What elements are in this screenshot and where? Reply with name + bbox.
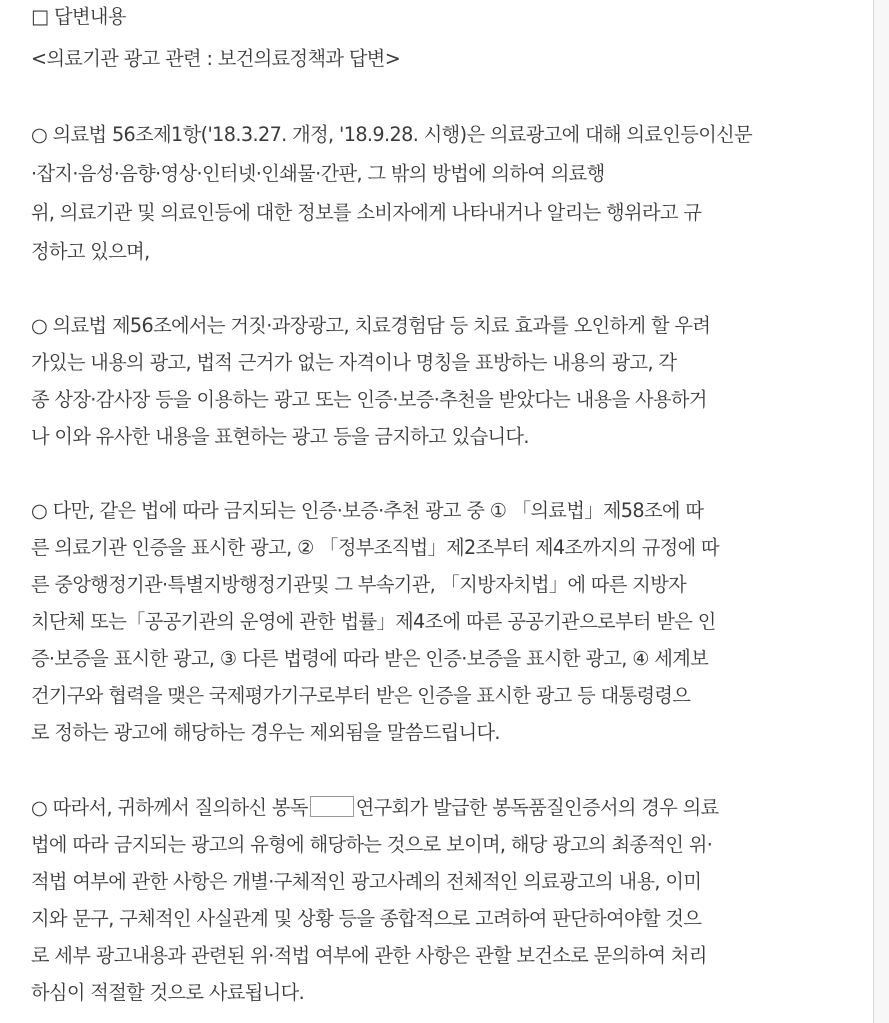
paragraph-2-line-1: ○ 의료법 제56조에서는 거짓·과장광고, 치료경험담 등 치료 효과를 오인하게 할 우려 (31, 314, 711, 337)
paragraph-4-line-1-end: 연구회가 발급한 봉독품질인증서의 경우 의료 (355, 796, 719, 819)
section-subtitle: <의료기관 광고 관련 : 보건의료정책과 답변> (31, 47, 401, 70)
section-title: □ 답변내용 (31, 5, 126, 28)
paragraph-3-line-7: 로 정하는 광고에 해당하는 경우는 제외됨을 말씀드립니다. (31, 721, 500, 744)
paragraph-4-line-2: 법에 따라 금지되는 광고의 유형에 해당하는 것으로 보이며, 해당 광고의 최종적인 위· (31, 833, 713, 856)
paragraph-1-line-4: 정하고 있으며, (31, 240, 150, 263)
paragraph-2-line-4: 나 이와 유사한 내용을 표현하는 광고 등을 금지하고 있습니다. (31, 425, 529, 448)
paragraph-4-line-6: 하심이 적절할 것으로 사료됩니다. (31, 981, 305, 1004)
paragraph-4-line-5: 로 세부 광고내용과 관련된 위·적법 여부에 관한 사항은 관할 보건소로 문의하여 처리 (31, 944, 707, 967)
paragraph-3-line-4: 치단체 또는「공공기관의 운영에 관한 법률」제4조에 따른 공공기관으로부터 받은 인 (31, 610, 716, 633)
redacted-name-box (310, 796, 354, 817)
paragraph-4-line-1 (31, 793, 719, 823)
right-edge-border (873, 0, 889, 1023)
paragraph-3-line-2: 른 의료기관 인증을 표시한 광고, ② 「정부조직법」제2조부터 제4조까지의 규정에 따 (31, 536, 719, 559)
paragraph-2-line-3: 종 상장·감사장 등을 이용하는 광고 또는 인증·보증·추천을 받았다는 내용을 사용하거 (31, 388, 707, 411)
paragraph-4-line-1-start: ○ 따라서, 귀하께서 질의하신 봉독 (31, 796, 308, 819)
paragraph-4-line-3: 적법 여부에 관한 사항은 개별·구체적인 광고사례의 전체적인 의료광고의 내용, 이미 (31, 870, 702, 893)
paragraph-3-line-3: 른 중앙행정기관·특별지방행정기관및 그 부속기관, 「지방자치법」에 따른 지방자 (31, 573, 687, 596)
paragraph-1-line-3: 위, 의료기관 및 의료인등에 대한 정보를 소비자에게 나타내거나 알리는 행위라고 규 (31, 201, 702, 224)
paragraph-3-line-1: ○ 다만, 같은 법에 따라 금지되는 인증·보증·추천 광고 중 ① 「의료법」제58조에 따 (31, 499, 704, 522)
paragraph-2-line-2: 가있는 내용의 광고, 법적 근거가 없는 자격이나 명칭을 표방하는 내용의 광고, 각 (31, 351, 677, 374)
paragraph-1-line-1: ○ 의료법 56조제1항('18.3.27. 개정, '18.9.28. 시행)은 의료광고에 대해 의료인등이신문 (31, 123, 753, 146)
paragraph-1-line-2: ·잡지·음성·음향·영상·인터넷·인쇄물·간판, 그 밖의 방법에 의하여 의료행 (31, 162, 605, 185)
paragraph-4-line-4: 지와 문구, 구체적인 사실관계 및 상황 등을 종합적으로 고려하여 판단하여야할 것으 (31, 907, 702, 930)
paragraph-3-line-6: 건기구와 협력을 맺은 국제평가기구로부터 받은 인증을 표시한 광고 등 대통령령으 (31, 684, 691, 707)
paragraph-3-line-5: 증·보증을 표시한 광고, ③ 다른 법령에 따라 받은 인증·보증을 표시한 광고, ④ 세계보 (31, 647, 709, 670)
